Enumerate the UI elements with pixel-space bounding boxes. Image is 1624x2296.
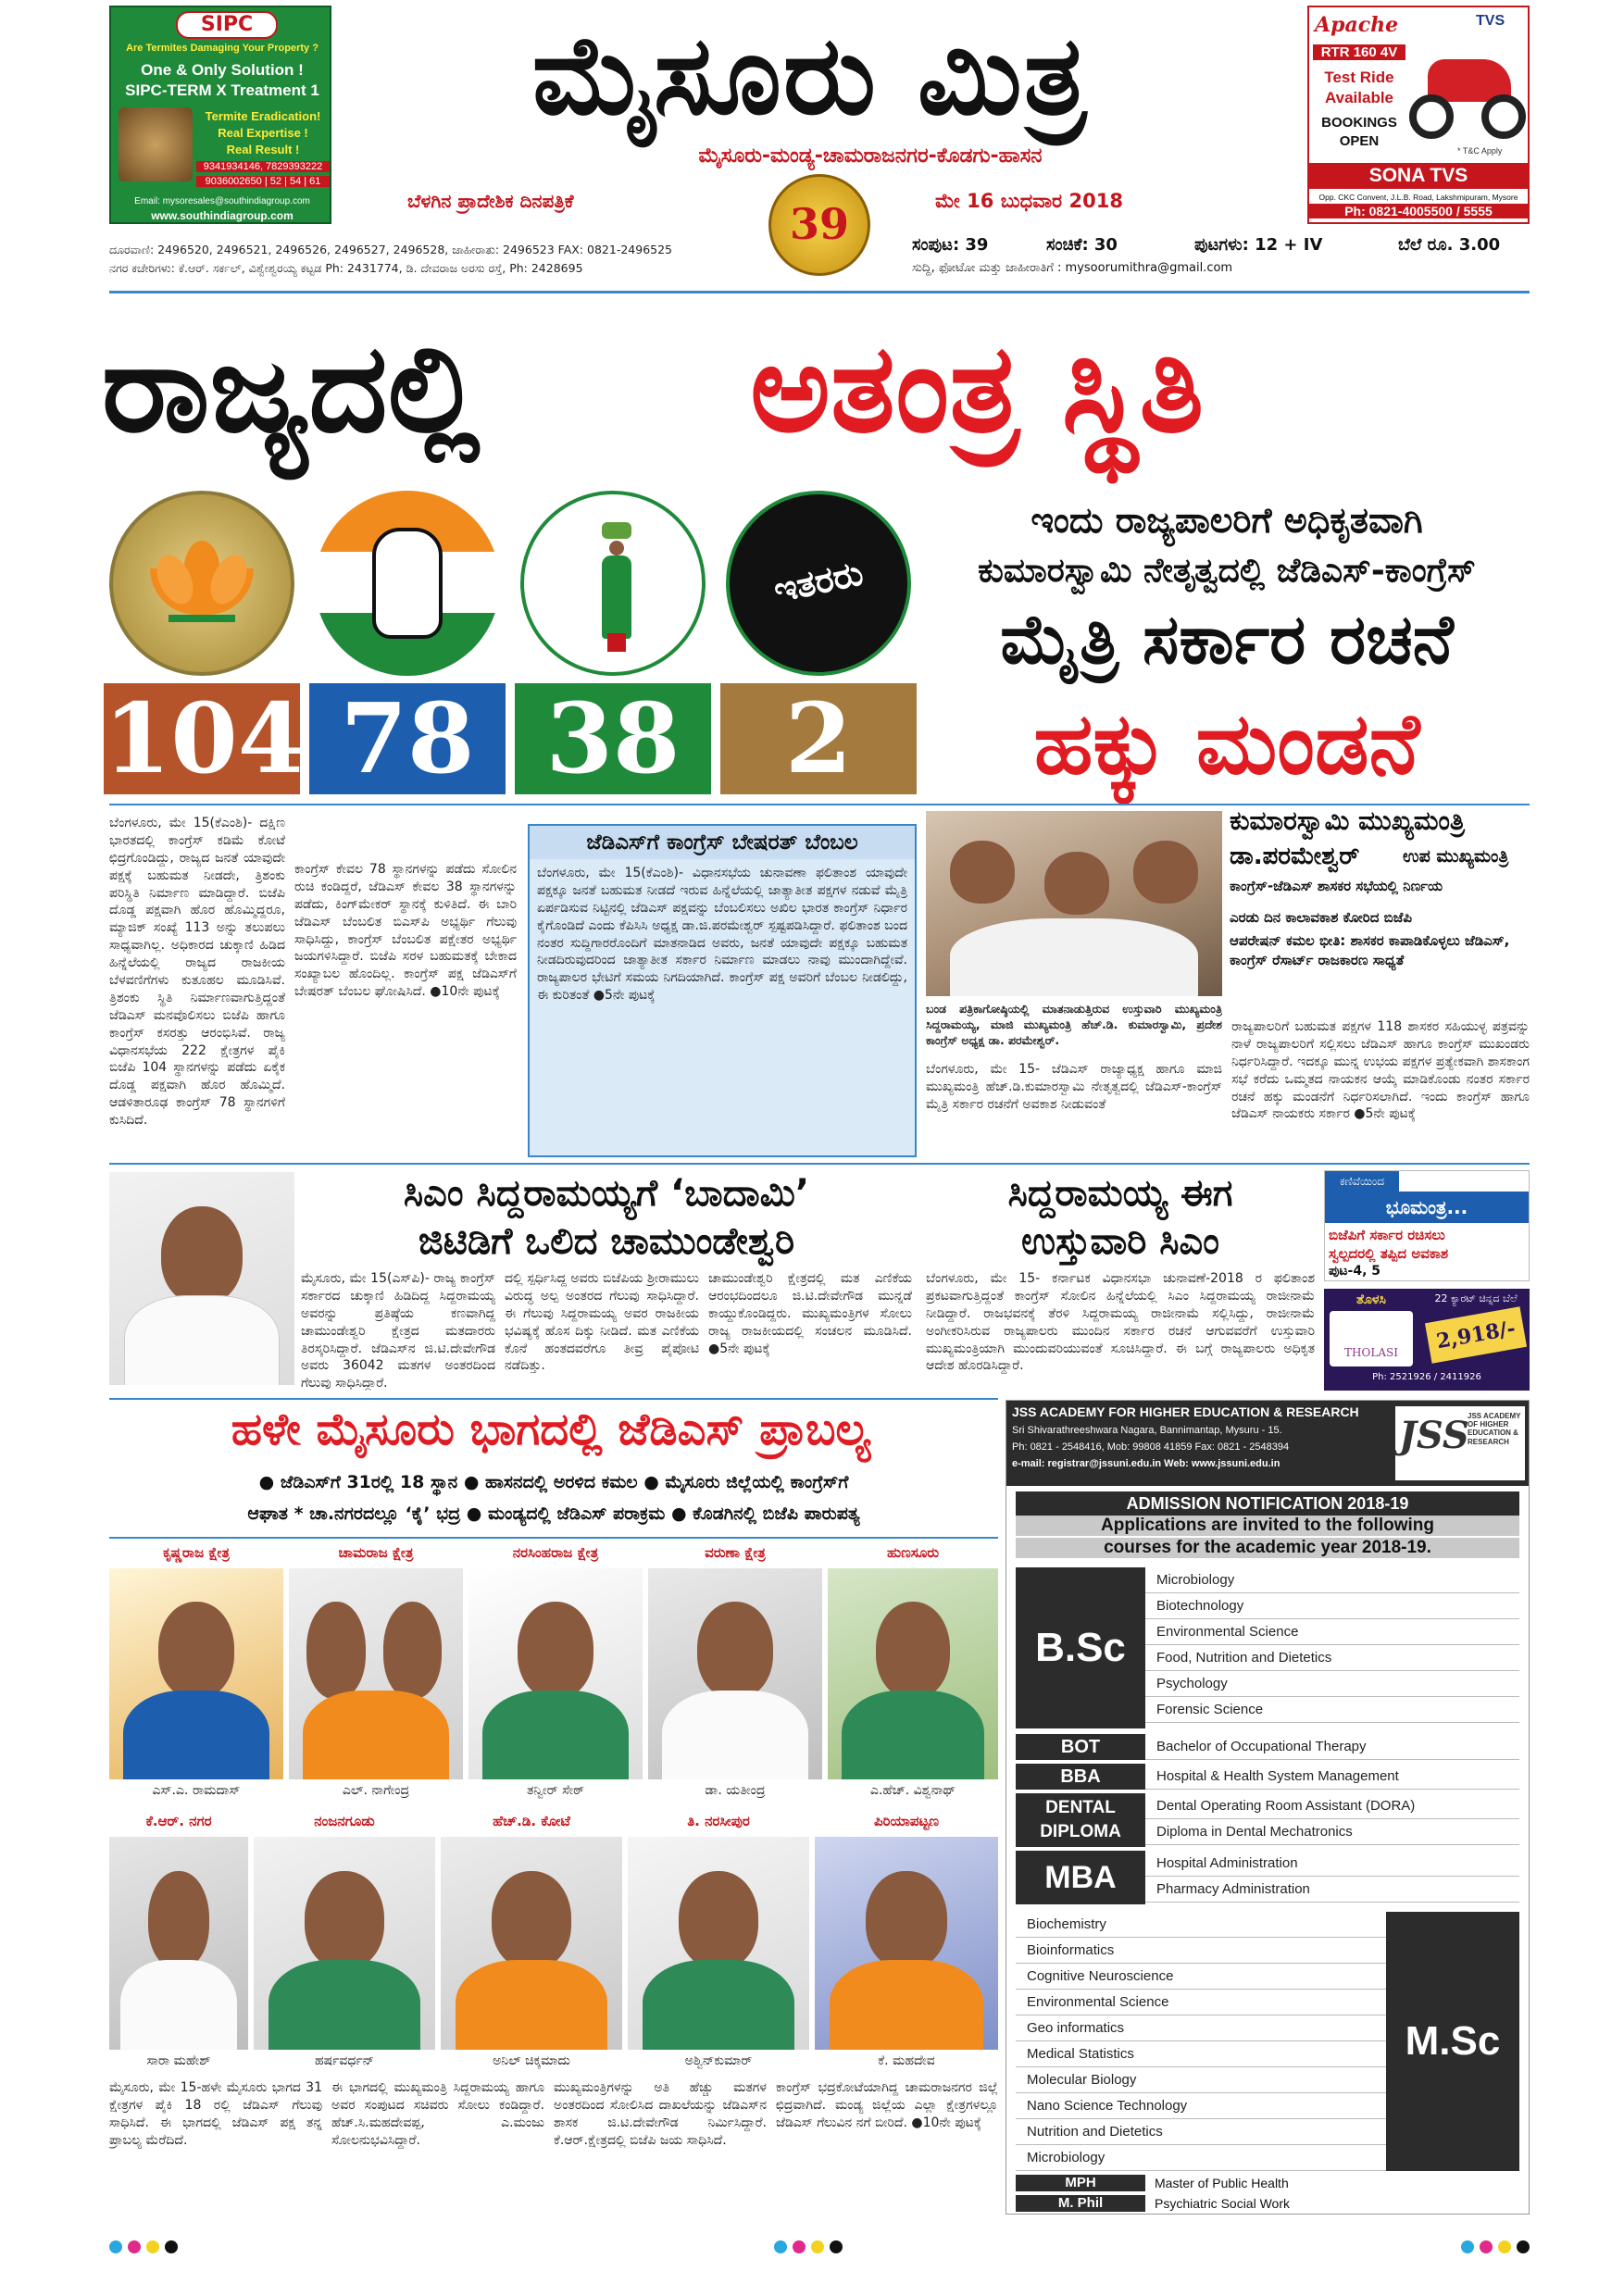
jss-bsc-label: B.Sc	[1016, 1567, 1145, 1728]
sipc-line6: Real Result !	[226, 143, 300, 156]
bsc-course: Environmental Science	[1145, 1619, 1519, 1645]
msc-course: Medical Statistics	[1016, 2041, 1386, 2067]
registration-dot-yellow	[146, 2240, 159, 2253]
registration-dot-magenta	[793, 2240, 806, 2253]
bottom-story-col2: ಈ ಭಾಗದಲ್ಲಿ ಮುಖ್ಯಮಂತ್ರಿ ಸಿದ್ದರಾಮಯ್ಯ ಹಾಗೂ ಅವರ ಸಂಪುಟದ ಸಚಿವರು ಸೋಲು ಕಂಡಿದ್ದಾರೆ. ಹೆಚ್.ಸಿ.ಮಹದೇವಪ್ಪ, ಎ.ಮಂಜು ಸೋಲನುಭವಿಸಿದ್ದಾರೆ.	[331, 2080, 544, 2148]
jss-dental-label1: DENTAL	[1045, 1798, 1116, 1817]
jss-applications1: Applications are invited to the following	[1016, 1516, 1519, 1536]
caretaker-title2: ಉಸ್ತುವಾರಿ ಸಿಎಂ	[1021, 1220, 1219, 1263]
right-story-bullet1: ಎರಡು ದಿನ ಕಾಲಾವಕಾಶ ಕೋರಿದ ಬಿಜೆಪಿ	[1230, 909, 1412, 926]
masthead-phones: ದೂರವಾಣಿ: 2496520, 2496521, 2496526, 2496527, 2496528, ಜಾಹೀರಾತು: 2496523 FAX: 0821-2496525	[109, 243, 673, 256]
others-logo	[726, 491, 911, 676]
right-story-title1: ಕುಮಾರಸ್ವಾಮಿ ಮುಖ್ಯಮಂತ್ರಿ	[1230, 805, 1465, 836]
right-story-title2a: ಡಾ.ಪರಮೇಶ್ವರ್	[1230, 842, 1360, 870]
tvs-dealer: SONA TVS	[1309, 163, 1528, 189]
winner-name-4: ಡಾ. ಯತೀಂದ್ರ	[705, 1783, 766, 1798]
registration-dot-black	[1517, 2240, 1530, 2253]
msc-course: Biochemistry	[1016, 1912, 1386, 1938]
bsc-course: Food, Nutrition and Dietetics	[1145, 1645, 1519, 1671]
subhead-line1: ಇಂದು ರಾಜ್ಯಪಾಲರಿಗೆ ಅಧಿಕೃತವಾಗಿ	[1031, 500, 1423, 541]
bottom-story-col3: ಮುಖ್ಯಮಂತ್ರಿಗಳನ್ನು ಅತಿ ಹೆಚ್ಚು ಮತಗಳ ಅಂತರದಿಂದ ಸೋಲಿಸಿದ ದಾಖಲೆಯನ್ನು ಜೆಡಿಎಸ್‌ನ ಶಾಸಕ ಜಿ.ಟಿ.ದೇವೇಗೌಡ ನಿರ್ಮಿಸಿದ್ದಾರೆ. ಕೆ.ಆರ್.ಕ್ಷೇತ್ರದಲ್ಲಿ ಬಿಜೆಪಿ ಜಯ ಸಾಧಿಸಿದೆ.	[554, 2080, 767, 2148]
others-label: ಇತರರು	[769, 552, 867, 611]
hand-icon	[372, 528, 443, 639]
sipc-line1: Are Termites Damaging Your Property ?	[126, 43, 319, 54]
tvs-note: * T&C Apply	[1457, 146, 1503, 156]
masthead-sampute: ಸಂಪುಟ: 39	[912, 235, 989, 255]
registration-dot-yellow	[1498, 2240, 1511, 2253]
registration-dot-black	[830, 2240, 843, 2253]
apache-logo: Apache	[1315, 13, 1399, 37]
bsc-course: Forensic Science	[1145, 1697, 1519, 1723]
ad-tholasi[interactable]	[1324, 1289, 1530, 1391]
congress-seats: 78	[309, 683, 506, 794]
masthead-office: ನಗರ ಕಚೇರಿಗಳು: ಕೆ.ಆರ್. ಸರ್ಕಲ್, ವಿಶ್ವೇಶ್ವರಯ್ಯ ಕಟ್ಟಡ Ph: 2431774, ಡಿ. ದೇವರಾಜ ಅರಸು ರಸ್ತೆ, Ph: 2428695	[109, 261, 583, 275]
constituency-5: ಹುಣಸೂರು	[886, 1544, 940, 1561]
registration-dot-cyan	[774, 2240, 787, 2253]
badami-title1: ಸಿಎಂ ಸಿದ್ದರಾಮಯ್ಯಗೆ ‘ಬಾದಾಮಿ’	[403, 1172, 810, 1215]
registration-dot-cyan	[1461, 2240, 1474, 2253]
registration-dot-magenta	[128, 2240, 141, 2253]
masthead-divider	[109, 291, 1530, 293]
tholasi-brand: THOLASI	[1344, 1346, 1398, 1359]
masthead-sanchike: ಸಂಚಿಕೆ: 30	[1046, 235, 1118, 255]
badami-col1: ಮೈಸೂರು, ಮೇ 15(ಎಸ್‌ಪಿ)- ರಾಜ್ಯ ಕಾಂಗ್ರೆಸ್ ಸರ್ಕಾರದ ಚುಕ್ಕಾಣಿ ಹಿಡಿದಿದ್ದ ಸಿದ್ದರಾಮಯ್ಯ ಅವರನ್ನು ಪ್ರತಿಷ್ಠೆಯ ಕಣವಾಗಿದ್ದ ಚಾಮುಂಡೇಶ್ವರಿ ಕ್ಷೇತ್ರದ ಮತದಾರರು ತಿರಸ್ಕರಿಸಿದ್ದಾರೆ. ಜೆಡಿಎಸ್‌ನ ಜಿ.ಟಿ.ದೇವೇಗೌಡ ಅವರು 36042 ಮತಗಳ ಅಂತರದಿಂದ ಗೆಲುವು ಸಾಧಿಸಿದ್ದಾರೆ.	[301, 1271, 495, 1391]
constituency-9: ತಿ. ನರಸೀಪುರ	[687, 1813, 750, 1829]
winner-photo-7	[254, 1837, 435, 2050]
tvs-phone: Ph: 0821-4005500 / 5555	[1309, 204, 1528, 218]
masthead-title: ಮೈಸೂರು ಮಿತ್ರ	[531, 11, 1089, 139]
jss-address: Sri Shivarathreeshwara Nagara, Bannimantap, Mysuru - 15.	[1012, 1425, 1282, 1436]
jss-msc-list	[1016, 1912, 1386, 2171]
motorcycle-image	[1409, 41, 1526, 143]
tholasi-price: 2,918/-	[1425, 1306, 1527, 1363]
right-story-caption: ಬಂಡ ಪತ್ರಿಕಾಗೋಷ್ಠಿಯಲ್ಲಿ ಮಾತನಾಡುತ್ತಿರುವ ಉಸ್ತುವಾರಿ ಮುಖ್ಯಮಂತ್ರಿ ಸಿದ್ದರಾಮಯ್ಯ, ಮಾಜಿ ಮುಖ್ಯಮಂತ್ರಿ ಹೆಚ್.ಡಿ. ಕುಮಾರಸ್ವಾಮಿ, ಪ್ರದೇಶ ಕಾಂಗ್ರೆಸ್ ಅಧ್ಯಕ್ಷ ಡಾ. ಪರಮೇಶ್ವರ್.	[926, 1002, 1222, 1047]
constituency-1: ಕೃಷ್ಣರಾಜ ಕ್ಷೇತ್ರ	[163, 1544, 230, 1561]
caretaker-body: ಬೆಂಗಳೂರು, ಮೇ 15- ಕರ್ನಾಟಕ ವಿಧಾನಸಭಾ ಚುನಾವಣೆ-2018 ರ ಫಲಿತಾಂಶ ಪ್ರಕಟವಾಗುತ್ತಿದ್ದಂತೆ ಕಾಂಗ್ರೆಸ್ ಸೋಲಿನ ಹಿನ್ನೆಲೆಯಲ್ಲಿ ಸಿಎಂ ಸಿದ್ದರಾಮಯ್ಯ ರಾಜೀನಾಮೆ ನೀಡಿದ್ದಾರೆ. ರಾಜಭವನಕ್ಕೆ ತೆರಳಿ ಸಿದ್ದರಾಮಯ್ಯ ರಾಜೀನಾಮೆ ಸಲ್ಲಿಸಿದ್ದು, ರಾಜೀನಾಮೆ ಅಂಗೀಕರಿಸಿರುವ ರಾಜ್ಯಪಾಲರು ಮುಂದಿನ ಸರ್ಕಾರ ರಚನೆ ಆಗುವವರೆಗೆ ಉಸ್ತುವಾರಿ ಮುಖ್ಯಮಂತ್ರಿಯಾಗಿ ಮುಂದುವರಿಯುವಂತೆ ಸೂಚಿಸಿದ್ದಾರೆ. ಈ ಬಗ್ಗೆ ರಾಜ್ಯಪಾಲರು ಅಧಿಕೃತ ಆದೇಶ ಹೊರಡಿಸಿದ್ದಾರೆ.	[926, 1271, 1315, 1374]
box-story-title: ಜೆಡಿಎಸ್‌ಗೆ ಕಾಂಗ್ರೆಸ್ ಬೇಷರತ್ ಬೆಂಬಲ	[530, 826, 915, 859]
jss-notice: ADMISSION NOTIFICATION 2018-19	[1016, 1491, 1519, 1516]
bjp-seats: 104	[104, 681, 306, 795]
msc-course: Microbiology	[1016, 2145, 1386, 2171]
jds-seats: 38	[515, 683, 711, 794]
ad-jss[interactable]	[1006, 1400, 1530, 2215]
jss-dental-label2: DIPLOMA	[1040, 1822, 1121, 1841]
subhead-line4: ಹಕ್ಕು ಮಂಡನೆ	[1033, 694, 1420, 793]
tholasi-logo	[1330, 1311, 1413, 1366]
index-title: ಭೂಮಂತ್ರ...	[1325, 1192, 1529, 1223]
right-story-body1: ಬೆಂಗಳೂರು, ಮೇ 15- ಜೆಡಿಎಸ್ ರಾಜ್ಯಾಧ್ಯಕ್ಷ ಹಾಗೂ ಮಾಜಿ ಮುಖ್ಯಮಂತ್ರಿ ಹೆಚ್.ಡಿ.ಕುಮಾರಸ್ವಾಮಿ ನೇತೃತ್ವದಲ್ಲಿ ಜೆಡಿಎಸ್-ಕಾಂಗ್ರೆಸ್ ಮೈತ್ರಿ ಸರ್ಕಾರ ರಚನೆಗೆ ಅವಕಾಶ ನೀಡುವಂತೆ	[926, 1062, 1222, 1112]
main-story-col2: ಕಾಂಗ್ರೆಸ್ ಕೇವಲ 78 ಸ್ಥಾನಗಳನ್ನು ಪಡೆದು ಸೋಲಿನ ರುಚಿ ಕಂಡಿದ್ದರೆ, ಜೆಡಿಎಸ್ ಕೇವಲ 38 ಸ್ಥಾನಗಳನ್ನು ಪಡೆದು, ಕಿಂಗ್‌ಮೇಕರ್ ಸ್ಥಾನಕ್ಕೆ ಕುಳಿತಿದೆ. ಈ ಬಾರಿ ಜೆಡಿಎಸ್ ಬೆಂಬಲಿತ ಬಿಎಸ್‌ಪಿ ಅಭ್ಯರ್ಥಿ ಗೆಲುವು ಸಾಧಿಸಿದ್ದು, ಕಾಂಗ್ರೆಸ್ ಬೆಂಬಲಿತ ಪಕ್ಷೇತರ ಅಭ್ಯರ್ಥಿ ಜಯಗಳಿಸಿದ್ದಾರೆ. ಬಿಜೆಪಿ ಸರಳ ಬಹುಮತಕ್ಕೆ ಬೇಕಾದ ಸಂಖ್ಯಾಬಲ ಹೊಂದಿಲ್ಲ. ಕಾಂಗ್ರೆಸ್ ಪಕ್ಷ ಜೆಡಿಎಸ್‌ಗೆ ಬೇಷರತ್ ಬೆಂಬಲ ಘೋಷಿಸಿದೆ. ●10ನೇ ಪುಟಕ್ಕೆ	[294, 862, 517, 1000]
jss-bot-label: BOT	[1016, 1734, 1145, 1760]
main-story-col1: ಬೆಂಗಳೂರು, ಮೇ 15(ಕೆಎಂಶಿ)- ದಕ್ಷಿಣ ಭಾರತದಲ್ಲಿ ಕಾಂಗ್ರೆಸ್ ಕಡಿಮೆ ಕೋಟೆ ಛಿದ್ರಗೊಂಡಿದ್ದು, ರಾಜ್ಯದ ಜನತೆ ಯಾವುದೇ ಪಕ್ಷಕ್ಕೆ ಬಹುಮತ ನೀಡದೇ, ತ್ರಿಶಂಕು ಪರಿಸ್ಥಿತಿ ನಿರ್ಮಾಣ ಮಾಡಿದ್ದಾರೆ. ಬಿಜೆಪಿ ದೊಡ್ಡ ಪಕ್ಷವಾಗಿ ಹೊರ ಹೊಮ್ಮಿದ್ದರೂ, ಮ್ಯಾಜಿಕ್ ಸಂಖ್ಯೆ 113 ಅನ್ನು ತಲುಪಲು ಸಾಧ್ಯವಾಗಿಲ್ಲ. ಅಧಿಕಾರದ ಚುಕ್ಕಾಣಿ ಹಿಡಿದ ಹಿನ್ನೆಲೆಯಲ್ಲಿ ರಾಜ್ಯದ ರಾಜಕೀಯ ಬೆಳವಣಿಗೆಗಳು ಕುತೂಹಲ ಮೂಡಿಸಿವೆ. ತ್ರಿಶಂಕು ಸ್ಥಿತಿ ನಿರ್ಮಾಣವಾಗುತ್ತಿದ್ದಂತೆ ಜೆಡಿಎಸ್ ಮನವೊಲಿಸಲು ಬಿಜೆಪಿ ಹಾಗೂ ಕಾಂಗ್ರೆಸ್ ಕಸರತ್ತು ಆರಂಭಿಸಿವೆ. ರಾಜ್ಯ ವಿಧಾನಸಭೆಯ 222 ಕ್ಷೇತ್ರಗಳ ಪೈಕಿ ಬಿಜೆಪಿ 104 ಸ್ಥಾನಗಳನ್ನು ಪಡೆದು ಏಕೈಕ ದೊಡ್ಡ ಪಕ್ಷವಾಗಿ ಹೊರ ಹೊಮ್ಮಿದೆ. ಆಡಳಿತಾರೂಢ ಕಾಂಗ್ರೆಸ್ 78 ಸ್ಥಾನಗಳಿಗೆ ಕುಸಿದಿದೆ.	[109, 816, 285, 1129]
jss-mph: Master of Public Health	[1155, 2176, 1289, 2190]
jss-bsc-list	[1145, 1567, 1519, 1723]
sipc-phone2: 9036002650 | 52 | 54 | 61	[196, 176, 330, 187]
congress-logo	[315, 491, 500, 676]
masthead-subtitle: ಮೈಸೂರು-ಮಂಡ್ಯ-ಚಾಮರಾಜನಗರ-ಕೊಡಗು-ಹಾಸನ	[698, 144, 1043, 168]
winner-photo-2	[289, 1568, 463, 1779]
sipc-line2: One & Only Solution !	[141, 61, 304, 79]
winner-name-3: ತನ್ವೀರ್ ಸೇಠ್	[526, 1783, 585, 1798]
sipc-email: Email: mysoresales@southindiagroup.com	[134, 196, 310, 206]
section-line2: ಆಘಾತ * ಚಾ.ನಗರದಲ್ಲೂ ‘ಕೈ’ ಭದ್ರ ● ಮಂಡ್ಯದಲ್ಲಿ ಜೆಡಿಎಸ್ ಪರಾಕ್ರಮ ● ಕೊಡಗಿನಲ್ಲಿ ಬಿಜೆಪಿ ಪಾರುಪತ್ಯ	[247, 1504, 860, 1524]
tvs-model: RTR 160 4V	[1313, 44, 1405, 60]
constituency-7: ನಂಜನಗೂಡು	[314, 1813, 375, 1829]
jss-dental-label	[1016, 1793, 1145, 1847]
bsc-course: Psychology	[1145, 1671, 1519, 1697]
msc-course: Nano Science Technology	[1016, 2093, 1386, 2119]
mba-course: Hospital Administration	[1145, 1851, 1519, 1877]
dental-course: Dental Operating Room Assistant (DORA)	[1145, 1793, 1519, 1819]
headline-part1: ರಾಜ್ಯದಲ್ಲಿ	[102, 318, 481, 460]
jss-bba: Hospital & Health System Management	[1145, 1764, 1519, 1790]
farmer-woman-icon	[596, 522, 637, 652]
jss-bba-label: BBA	[1016, 1764, 1145, 1790]
bottom-story-col4: ಕಾಂಗ್ರೆಸ್ ಭದ್ರಕೋಟೆಯಾಗಿದ್ದ ಚಾಮರಾಜನಗರ ಜಿಲ್ಲೆ ಛಿದ್ರವಾಗಿದೆ. ಮಂಡ್ಯ ಜಿಲ್ಲೆಯ ಎಲ್ಲಾ ಕ್ಷೇತ್ರಗಳಲ್ಲೂ ಜೆಡಿಎಸ್ ಗೆಲುವಿನ ನಗೆ ಬೀರಿದೆ. ●10ನೇ ಪುಟಕ್ಕೆ	[776, 2080, 998, 2130]
bsc-course: Biotechnology	[1145, 1593, 1519, 1619]
ad-tvs[interactable]	[1307, 6, 1530, 224]
constituency-6: ಕೆ.ಆರ್. ನಗರ	[145, 1813, 212, 1829]
msc-course: Environmental Science	[1016, 1990, 1386, 2015]
winner-photo-1	[109, 1568, 283, 1779]
winner-name-1: ಎಸ್.ಎ. ರಾಮದಾಸ್	[152, 1783, 241, 1798]
sipc-line5: Real Expertise !	[218, 126, 308, 140]
masthead-tagline: ಬೆಳಗಿನ ಪ್ರಾದೇಶಿಕ ದಿನಪತ್ರಿಕೆ	[407, 190, 574, 212]
winner-name-9: ಅಶ್ವಿನ್‌ಕುಮಾರ್	[684, 2053, 753, 2068]
registration-dot-cyan	[109, 2240, 122, 2253]
msc-course: Cognitive Neuroscience	[1016, 1964, 1386, 1990]
tholasi-name: ತೊಳಸಿ	[1356, 1292, 1386, 1307]
headline-part2: ಅತಂತ್ರ ಸ್ಥಿತಿ	[750, 318, 1205, 460]
gtd-photo	[109, 1172, 294, 1385]
jss-logo-sub: JSS ACADEMY OF HIGHER EDUCATION & RESEARCH	[1468, 1412, 1521, 1446]
right-story-title3: ಕಾಂಗ್ರೆಸ್-ಜೆಡಿಎಸ್ ಶಾಸಕರ ಸಭೆಯಲ್ಲಿ ನಿರ್ಣಯ	[1230, 878, 1443, 894]
winner-photo-10	[815, 1837, 998, 2050]
winner-name-6: ಸಾರಾ ಮಹೇಶ್	[146, 2053, 211, 2068]
jss-mph-label: MPH	[1016, 2175, 1145, 2191]
section-title: ಹಳೇ ಮೈಸೂರು ಭಾಗದಲ್ಲಿ ಜೆಡಿಎಸ್ ಪ್ರಾಬಲ್ಯ	[231, 1404, 871, 1455]
winners-divider	[109, 1537, 998, 1539]
box-story	[528, 824, 917, 1157]
caretaker-title1: ಸಿದ್ದರಾಮಯ್ಯ ಈಗ	[1007, 1172, 1233, 1215]
msc-course: Bioinformatics	[1016, 1938, 1386, 1964]
masthead-price: ಬೆಲೆ ರೂ. 3.00	[1398, 235, 1501, 255]
jss-applications2: courses for the academic year 2018-19.	[1016, 1538, 1519, 1558]
jss-dental-list	[1145, 1793, 1519, 1845]
jss-mba-list	[1145, 1851, 1519, 1903]
masthead-pages: ಪುಟಗಳು: 12 + IV	[1194, 235, 1323, 255]
subhead-line2: ಕುಮಾರಸ್ವಾಮಿ ನೇತೃತ್ವದಲ್ಲಿ ಜೆಡಿಎಸ್-ಕಾಂಗ್ರೆಸ್	[978, 552, 1476, 590]
subhead-line3: ಮೈತ್ರಿ ಸರ್ಕಾರ ರಚನೆ	[1000, 600, 1454, 680]
badami-col2: ದಲ್ಲಿ ಸ್ಪರ್ಧಿಸಿದ್ದ ಅವರು ಬಿಜೆಪಿಯ ಶ್ರೀರಾಮುಲು ವಿರುದ್ಧ ಅಲ್ಪ ಅಂತರದ ಗೆಲುವು ಸಾಧಿಸಿದ್ದಾರೆ. ಈ ಗೆಲುವು ಸಿದ್ದರಾಮಯ್ಯ ಅವರ ರಾಜಕೀಯ ಭವಿಷ್ಯಕ್ಕೆ ಹೊಸ ದಿಕ್ಕು ನೀಡಿದೆ. ಮತ ಎಣಿಕೆಯ ಕೊನೆ ಹಂತದವರೆಗೂ ತೀವ್ರ ಪೈಪೋಟಿ ನಡೆದಿತ್ತು.	[505, 1271, 699, 1374]
press-conference-photo	[926, 811, 1222, 996]
winner-photo-9	[628, 1837, 809, 2050]
lotus-icon	[150, 541, 254, 624]
sipc-logo: SIPC	[176, 11, 278, 39]
others-seats: 2	[720, 683, 917, 794]
bsc-course: Microbiology	[1145, 1567, 1519, 1593]
index-text2: ಸ್ವಲ್ಪದರಲ್ಲಿ ತಪ್ಪಿದ ಅವಕಾಶ	[1329, 1245, 1449, 1262]
constituency-3: ನರಸಿಂಹರಾಜ ಕ್ಷೇತ್ರ	[512, 1544, 599, 1561]
mba-course: Pharmacy Administration	[1145, 1877, 1519, 1903]
badami-col3: ಚಾಮುಂಡೇಶ್ವರಿ ಕ್ಷೇತ್ರದಲ್ಲಿ ಮತ ಎಣಿಕೆಯ ಆರಂಭದಿಂದಲೂ ಜಿ.ಟಿ.ದೇವೇಗೌಡ ಮುನ್ನಡೆ ಕಾಯ್ದುಕೊಂಡಿದ್ದರು. ಮುಖ್ಯಮಂತ್ರಿಗಳ ಸೋಲು ರಾಜ್ಯ ರಾಜಕೀಯದಲ್ಲಿ ಸಂಚಲನ ಮೂಡಿಸಿದೆ. ●5ನೇ ಪುಟಕ್ಕೆ	[708, 1271, 912, 1356]
winner-name-5: ಎ.ಹೆಚ್. ವಿಶ್ವನಾಥ್	[869, 1783, 956, 1798]
msc-course: Nutrition and Dietetics	[1016, 2119, 1386, 2145]
constituency-2: ಚಾಮರಾಜ ಕ್ಷೇತ್ರ	[338, 1544, 414, 1561]
section-divider	[109, 1398, 998, 1400]
sipc-line3: SIPC-TERM X Treatment 1	[125, 81, 319, 99]
jss-email: e-mail: registrar@jssuni.edu.in Web: www.jssuni.edu.in	[1012, 1458, 1280, 1469]
constituency-4: ವರುಣಾ ಕ್ಷೇತ್ರ	[705, 1544, 766, 1561]
index-header: ಕಣಿವೆಯಿಂದ	[1325, 1171, 1399, 1192]
tvs-logo: TVS	[1476, 13, 1505, 29]
ad-sipc[interactable]	[109, 6, 331, 224]
winner-name-2: ಎಲ್. ನಾಗೇಂದ್ರ	[342, 1783, 410, 1798]
constituency-8: ಹೆಚ್.ಡಿ. ಕೋಟೆ	[493, 1813, 570, 1829]
msc-course: Geo informatics	[1016, 2015, 1386, 2041]
tvs-line1: Test Ride	[1324, 69, 1394, 86]
tvs-line3: BOOKINGS	[1321, 115, 1397, 131]
winner-name-8: ಅನಿಲ್ ಚಿಕ್ಕಮಾದು	[493, 2053, 570, 2068]
jss-title: JSS ACADEMY FOR HIGHER EDUCATION & RESEARCH	[1012, 1404, 1359, 1419]
right-story-title2b: ಉಪ ಮುಖ್ಯಮಂತ್ರಿ	[1403, 846, 1509, 867]
index-text1: ಬಿಜೆಪಿಗೆ ಸರ್ಕಾರ ರಚಿಸಲು	[1329, 1227, 1445, 1243]
jss-phone: Ph: 0821 - 2548416, Mob: 99808 41859 Fax: 0821 - 2548394	[1012, 1441, 1290, 1453]
front-wheel	[1409, 94, 1454, 139]
section-line1: ● ಜೆಡಿಎಸ್‌ಗೆ 31ರಲ್ಲಿ 18 ಸ್ಥಾನ ● ಹಾಸನದಲ್ಲಿ ಅರಳಿದ ಕಮಲ ● ಮೈಸೂರು ಜಿಲ್ಲೆಯಲ್ಲಿ ಕಾಂಗ್ರೆಸ್‌ಗೆ	[258, 1472, 849, 1492]
box-story-body: ಬೆಂಗಳೂರು, ಮೇ 15(ಕೆಎಂಶಿ)- ವಿಧಾನಸಭೆಯ ಚುನಾವಣಾ ಫಲಿತಾಂಶ ಯಾವುದೇ ಪಕ್ಷಕ್ಕೂ ಜನತೆ ಬಹುಮತ ನೀಡದೆ ಇರುವ ಹಿನ್ನೆಲೆಯಲ್ಲಿ ಜಾತ್ಯಾತೀತ ಪಕ್ಷಗಳ ನಡುವೆ ಮೈತ್ರಿ ಏರ್ಪಡಿಸುವ ನಿಟ್ಟಿನಲ್ಲಿ ಜೆಡಿಎಸ್ ಪಕ್ಷವನ್ನು ಬೆಂಬಲಿಸಲು ಅಖಿಲ ಭಾರತ ಕಾಂಗ್ರೆಸ್ ನಿರ್ಧಾರ ಕೈಗೊಂಡಿದೆ ಎಂದು ಕೆಪಿಸಿಸಿ ಅಧ್ಯಕ್ಷ ಡಾ.ಜಿ.ಪರಮೇಶ್ವರ್ ಸ್ಪಷ್ಟಪಡಿಸಿದ್ದಾರೆ. ಫಲಿತಾಂಶ ಬಂದ ನಂತರ ಸುದ್ದಿಗಾರರೊಂದಿಗೆ ಮಾತನಾಡಿದ ಅವರು, ಜನತೆ ಯಾವುದೇ ಪಕ್ಷಕ್ಕೂ ಬಹುಮತ ನೀಡದಿರುವುದರಿಂದ ಜಾತ್ಯಾತೀತ ಸರ್ಕಾರ ನಿರ್ಮಾಣ ಮಾಡಲು ನಾವು ಮುಂದಾಗಿದ್ದೇವೆ. ರಾಜ್ಯಪಾಲರ ಭೇಟಿಗೆ ಸಮಯ ನಿಗದಿಯಾಗಿದೆ. ಕಾಂಗ್ರೆಸ್ ಪಕ್ಷ ಅವರಿಗೆ ಬೆಂಬಲ ನೀಡಲಿದ್ದು, ಈ ಕುರಿತಂತೆ ●5ನೇ ಪುಟಕ್ಕೆ	[537, 866, 907, 1004]
right-story-bullet2: ಆಪರೇಷನ್ ಕಮಲ ಭೀತಿ: ಶಾಸಕರ ಕಾಪಾಡಿಕೊಳ್ಳಲು ಜೆಡಿಎಸ್, ಕಾಂಗ್ರೆಸ್ ರೆಸಾರ್ಟ್ ರಾಜಕಾರಣ ಸಾಧ್ಯತೆ	[1230, 932, 1510, 968]
tholasi-carat: 22 ಕ್ಯಾರಟ್ ಚಿನ್ನದ ಬೆಲೆ	[1434, 1292, 1518, 1304]
jss-header	[1006, 1401, 1529, 1486]
jss-logo-text: JSS	[1399, 1414, 1469, 1457]
jss-bot: Bachelor of Occupational Therapy	[1145, 1734, 1519, 1760]
constituency-10: ಪಿರಿಯಾಪಟ್ಟಣ	[873, 1813, 940, 1829]
tholasi-phone: Ph: 2521926 / 2411926	[1372, 1372, 1481, 1382]
index-box[interactable]	[1324, 1170, 1530, 1281]
jss-mphil: Psychiatric Social Work	[1155, 2196, 1291, 2211]
termite-image	[119, 107, 193, 181]
dental-course: Diploma in Dental Mechatronics	[1145, 1819, 1519, 1845]
msc-course: Molecular Biology	[1016, 2067, 1386, 2093]
rear-wheel	[1481, 94, 1526, 139]
tvs-address: Opp. CKC Convent, J.L.B. Road, Lakshmipuram, Mysore	[1318, 193, 1518, 202]
jss-mphil-label: M. Phil	[1016, 2195, 1145, 2212]
registration-dot-magenta	[1480, 2240, 1493, 2253]
sipc-line4: Termite Eradication!	[205, 109, 321, 123]
masthead-email: ಸುದ್ದಿ, ಫೋಟೋ ಮತ್ತು ಜಾಹೀರಾತಿಗೆ : mysoorumithra@gmail.com	[912, 261, 1233, 275]
badami-title2: ಜಿಟಿಡಿಗೆ ಒಲಿದ ಚಾಮುಂಡೇಶ್ವರಿ	[418, 1220, 795, 1263]
jss-logo	[1395, 1406, 1525, 1480]
right-story-body2: ರಾಜ್ಯಪಾಲರಿಗೆ ಬಹುಮತ ಪಕ್ಷಗಳ 118 ಶಾಸಕರ ಸಹಿಯುಳ್ಳ ಪತ್ರವನ್ನು ನಾಳೆ ರಾಜ್ಯಪಾಲರಿಗೆ ಸಲ್ಲಿಸಲು ಜೆಡಿಎಸ್ ಹಾಗೂ ಕಾಂಗ್ರೆಸ್ ಮುಖಂಡರು ನಿರ್ಧರಿಸಿದ್ದಾರೆ. ಇದಕ್ಕೂ ಮುನ್ನ ಉಭಯ ಪಕ್ಷಗಳ ಪ್ರತ್ಯೇಕವಾಗಿ ಶಾಸಕಾಂಗ ಸಭೆ ಕರೆದು ಒಮ್ಮತದ ನಾಯಕನ ಆಯ್ಕೆ ಮಾಡಿಕೊಂಡು ನಂತರ ಸರ್ಕಾರ ರಚನೆ ಹಕ್ಕು ಮಂಡನೆಗೆ ನಿರ್ಧರಿಸಲಾಗಿದೆ. ಇಂದು ಕಾಂಗ್ರೆಸ್ ಹಾಗೂ ಜೆಡಿಎಸ್ ನಾಯಕರು ಸರ್ಕಾರ ●5ನೇ ಪುಟಕ್ಕೆ	[1231, 1019, 1530, 1122]
stories-divider	[109, 1163, 1530, 1165]
bottom-story-col1: ಮೈಸೂರು, ಮೇ 15-ಹಳೇ ಮೈಸೂರು ಭಾಗದ 31 ಕ್ಷೇತ್ರಗಳ ಪೈಕಿ 18 ರಲ್ಲಿ ಜೆಡಿಎಸ್ ಗೆಲುವು ಸಾಧಿಸಿದೆ. ಈ ಭಾಗದಲ್ಲಿ ಜೆಡಿಎಸ್ ಪಕ್ಷ ತನ್ನ ಪ್ರಾಬಲ್ಯ ಮೆರೆದಿದೆ.	[109, 2080, 322, 2148]
registration-dot-yellow	[811, 2240, 824, 2253]
winner-photo-6	[109, 1837, 248, 2050]
masthead-date: ಮೇ 16 ಬುಧವಾರ 2018	[935, 190, 1123, 212]
jss-msc-label: M.Sc	[1386, 1912, 1519, 2171]
winner-name-10: ಕೆ. ಮಹದೇವ	[878, 2053, 935, 2068]
winner-photo-8	[441, 1837, 622, 2050]
registration-dot-black	[165, 2240, 178, 2253]
winner-photo-3	[468, 1568, 643, 1779]
winner-photo-5	[828, 1568, 998, 1779]
anniversary-number: 39	[789, 199, 849, 249]
anniversary-badge	[768, 174, 870, 276]
index-pages: ಪುಟ-4, 5	[1329, 1264, 1381, 1279]
sipc-web: www.southindiagroup.com	[151, 209, 294, 222]
winner-photo-4	[648, 1568, 822, 1779]
sipc-phone1: 9341934146, 7829393222	[196, 161, 330, 172]
jds-logo	[520, 491, 706, 676]
bjp-logo	[109, 491, 294, 676]
tvs-line4: OPEN	[1339, 133, 1380, 149]
jss-mba-label: MBA	[1016, 1851, 1145, 1904]
winner-name-7: ಹರ್ಷವರ್ಧನ್	[314, 2053, 375, 2068]
tvs-line2: Available	[1324, 89, 1394, 106]
